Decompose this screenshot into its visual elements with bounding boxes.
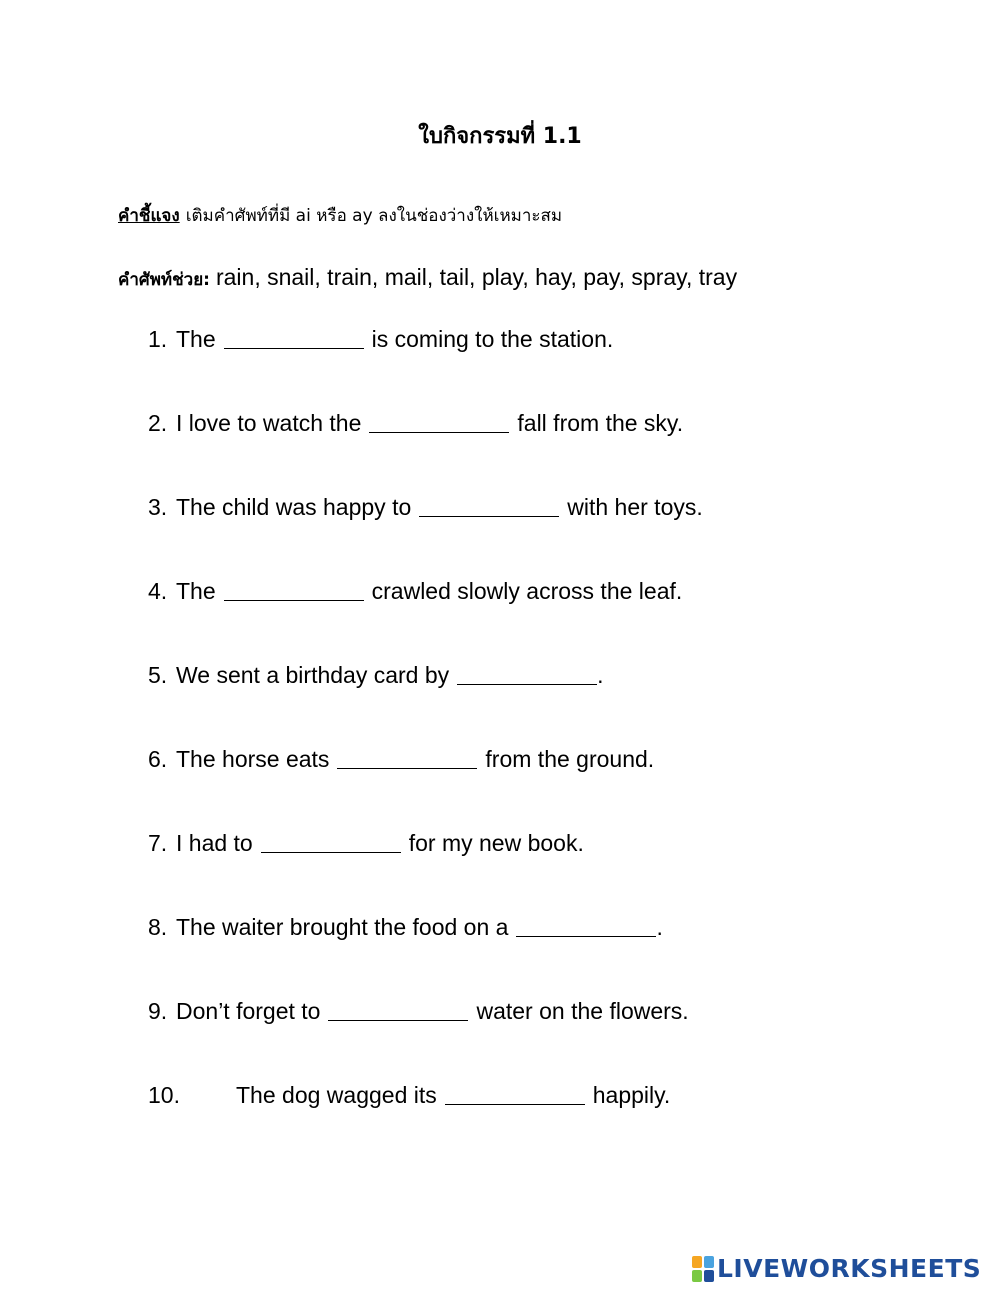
question-item [148,914,968,998]
answer-blank[interactable] [369,410,509,433]
question-text-after: water on the flowers. [476,998,689,1024]
question-number: 9. [148,998,168,1024]
question-text-before: The [176,578,216,604]
answer-blank[interactable] [419,494,559,517]
question-text-after: fall from the sky. [517,410,684,436]
answer-blank[interactable] [328,998,468,1021]
answer-blank[interactable] [337,746,477,769]
answer-blank[interactable] [445,1082,585,1105]
question-number: 1. [148,326,168,352]
question-item [148,998,968,1082]
instruction [118,202,562,229]
instruction-text: เติมคำศัพท์ที่มี ai หรือ ay ลงในช่องว่างให้เหมาะสม [185,206,563,226]
question-item [148,410,968,494]
question-text-after: . [656,914,663,940]
question-text-after: happily. [592,1082,671,1108]
question-text-before: The [176,326,216,352]
question-text-before: We sent a birthday card by [176,662,450,688]
question-item [148,578,968,662]
question-text-after: is coming to the station. [371,326,614,352]
instruction-label: คำชี้แจง [118,206,180,226]
word-bank-label: คำศัพท์ช่วย: [118,270,210,290]
word-bank [118,264,737,293]
question-item [148,1082,968,1166]
question-text-before: I had to [176,830,253,856]
answer-blank[interactable] [261,830,401,853]
question-text-before: The waiter brought the food on a [176,914,509,940]
question-text-after: . [597,662,604,688]
liveworksheets-logo-icon [692,1256,714,1282]
question-item [148,830,968,914]
question-number: 6. [148,746,168,772]
question-text-after: from the ground. [485,746,655,772]
question-text-after: with her toys. [567,494,703,520]
question-text-before: The horse eats [176,746,330,772]
question-number: 4. [148,578,168,604]
question-number: 3. [148,494,168,520]
question-text-before: The dog wagged its [236,1082,437,1108]
answer-blank[interactable] [457,662,597,685]
question-text-before: I love to watch the [176,410,362,436]
question-item [148,326,968,410]
question-text-before: Don’t forget to [176,998,321,1024]
word-bank-words: rain, snail, train, mail, tail, play, hay, pay, spray, tray [215,264,738,290]
question-number: 7. [148,830,168,856]
question-item [148,494,968,578]
question-number: 8. [148,914,168,940]
question-number: 2. [148,410,168,436]
footer-logo[interactable] [692,1254,981,1283]
answer-blank[interactable] [224,578,364,601]
question-text-after: for my new book. [408,830,584,856]
page-title: ใบกิจกรรมที่ 1.1 [418,124,582,149]
question-text-after: crawled slowly across the leaf. [371,578,683,604]
question-number: 5. [148,662,168,688]
question-text-before: The child was happy to [176,494,412,520]
question-item [148,746,968,830]
question-item [148,662,968,746]
question-number: 10. [148,1082,180,1108]
answer-blank[interactable] [224,326,364,349]
question-list [148,326,968,1166]
logo-text: LIVEWORKSHEETS [717,1254,982,1283]
answer-blank[interactable] [516,914,656,937]
